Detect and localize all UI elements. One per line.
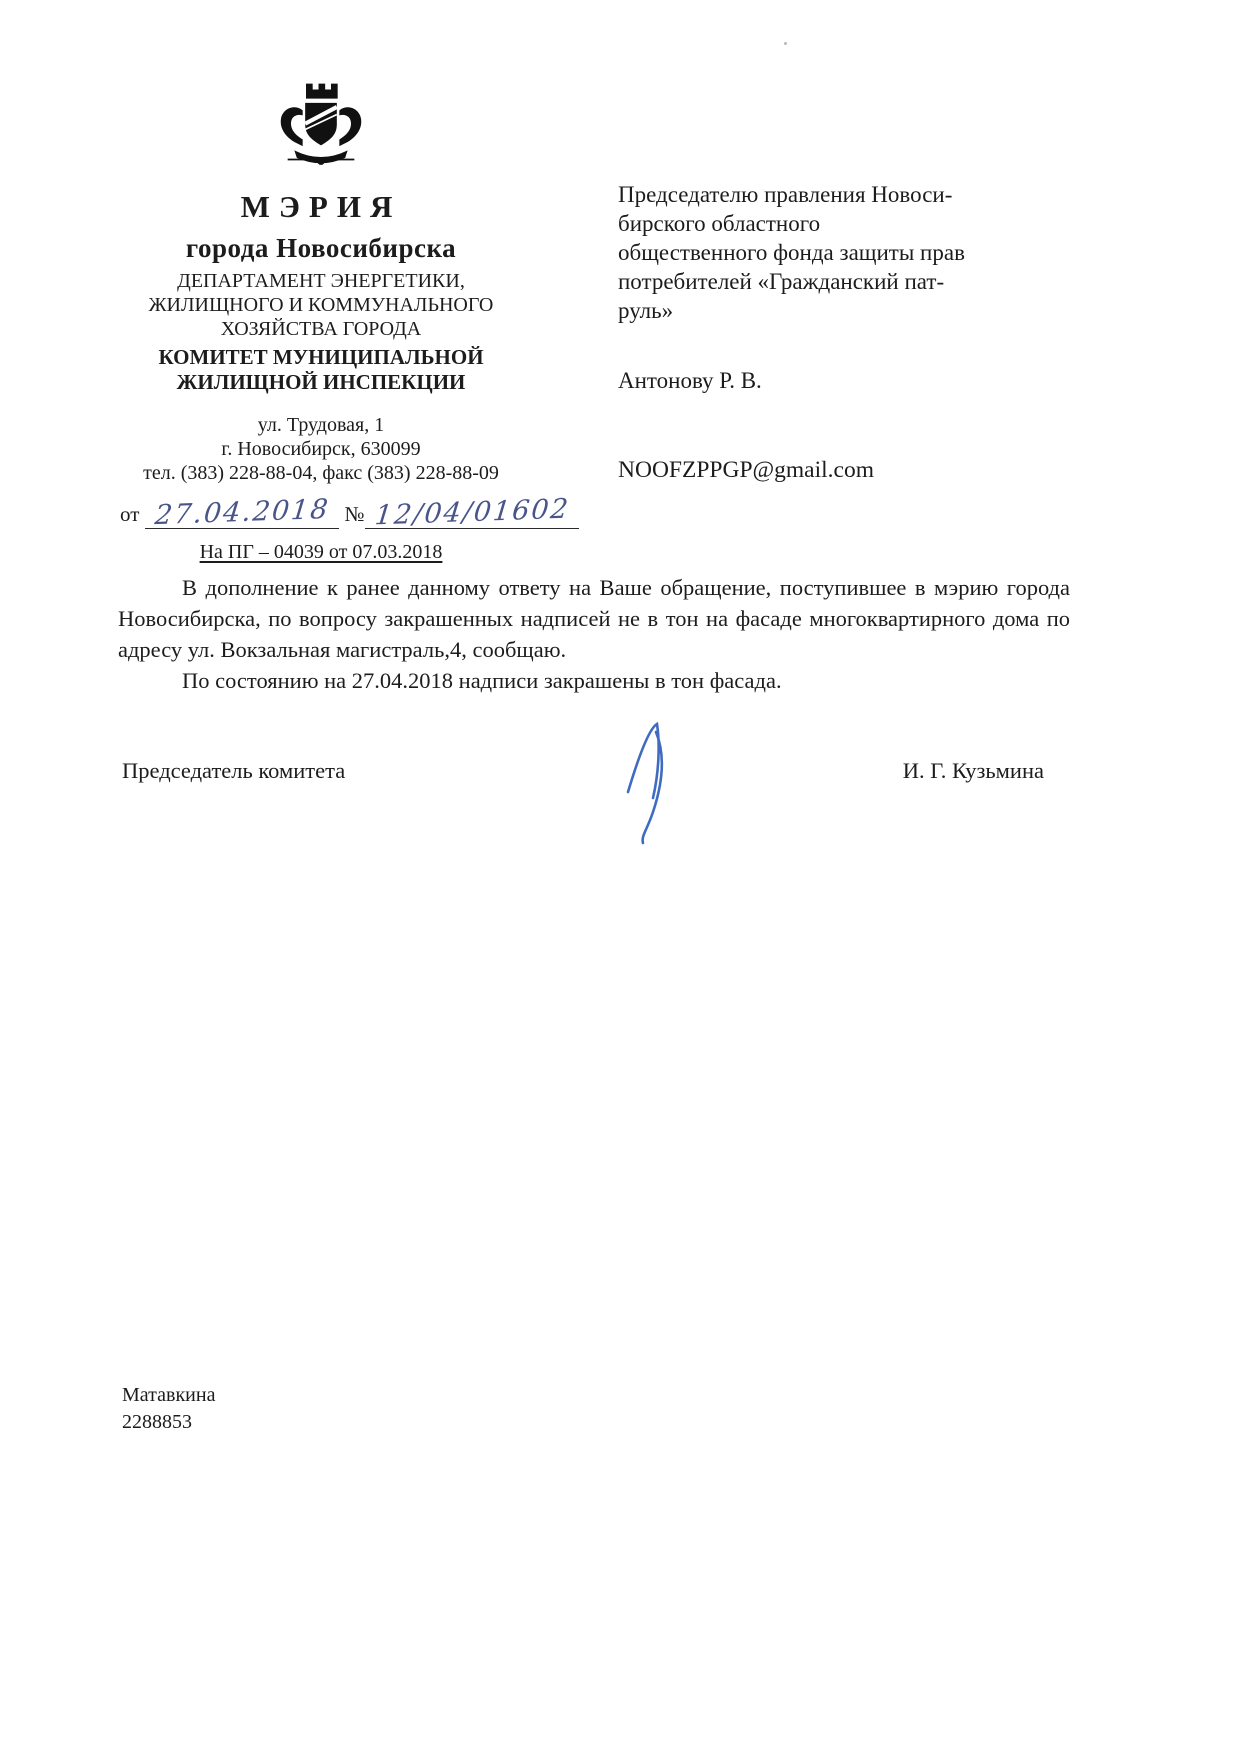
letter-body [118,572,1070,696]
incoming-ref-line: На ПГ – 04039 от 07.03.2018 [199,541,443,563]
handwritten-number: 12/04/01602 [372,493,571,532]
body-paragraph-2: По состоянию на 27.04.2018 надписи закрашены в тон фасада. [182,668,782,693]
addressee-line: потребителей «Гражданский пат- [618,269,945,294]
scan-speck [784,42,787,45]
org-name-mayoralty: МЭРИЯ [240,189,402,224]
addressee-line: руль» [618,298,674,323]
addressee-email: NOOFZPPGP@gmail.com [618,457,875,483]
body-paragraph-1: В дополнение к ранее данному ответу на Ваше обращение, поступившее в мэрию города Новосибирска, по вопросу закрашенных надписей не в тон на фасаде многоквартирного дома по адресу ул. Вокзальная магистраль,4, сообщаю. [118,575,1070,662]
committee-line: КОМИТЕТ МУНИЦИПАЛЬНОЙ [158,345,484,369]
handwritten-number-blank [365,493,580,532]
letterhead [80,80,571,564]
handwritten-date: 27.04.2018 [153,493,331,532]
executor-block [122,1382,215,1436]
signer-position-title: Председатель комитета [122,758,346,783]
number-label: № [344,502,365,526]
novosibirsk-coat-of-arms-icon [271,80,371,174]
phone-fax: тел. (383) 228-88-04, факс (383) 228-88-09 [143,462,499,484]
addressee-line: общественного фонда защиты прав [618,240,965,265]
city-postcode: г. Новосибирск, 630099 [221,438,421,460]
department-line: ХОЗЯЙСТВА ГОРОДА [220,318,422,340]
department-line: ДЕПАРТАМЕНТ ЭНЕРГЕТИКИ, [177,270,465,292]
committee-line: ЖИЛИЩНОЙ ИНСПЕКЦИИ [176,370,466,394]
addressee-block [618,180,1070,485]
emblem-wrap [80,80,562,179]
signature-row [122,758,1044,784]
addressee-line: Председателю правления Новоси- [618,182,953,207]
department-line: ЖИЛИЩНОГО И КОММУНАЛЬНОГО [148,294,494,316]
executor-name: Матавкина [122,1384,216,1406]
addressee-name: Антонову Р. В. [618,368,762,393]
street-address: ул. Трудовая, 1 [257,414,385,436]
date-label: от [120,502,140,526]
addressee-line: бирского областного [618,211,821,236]
committee-block [80,345,562,395]
department-block [80,269,562,341]
handwritten-date-blank [145,493,340,532]
handwritten-signature [612,718,702,853]
org-name-city: города Новосибирска [185,233,457,263]
address-block [80,413,562,485]
executor-phone: 2288853 [122,1411,192,1433]
outgoing-ref-line [80,493,571,532]
signer-name: И. Г. Кузьмина [902,758,1044,783]
